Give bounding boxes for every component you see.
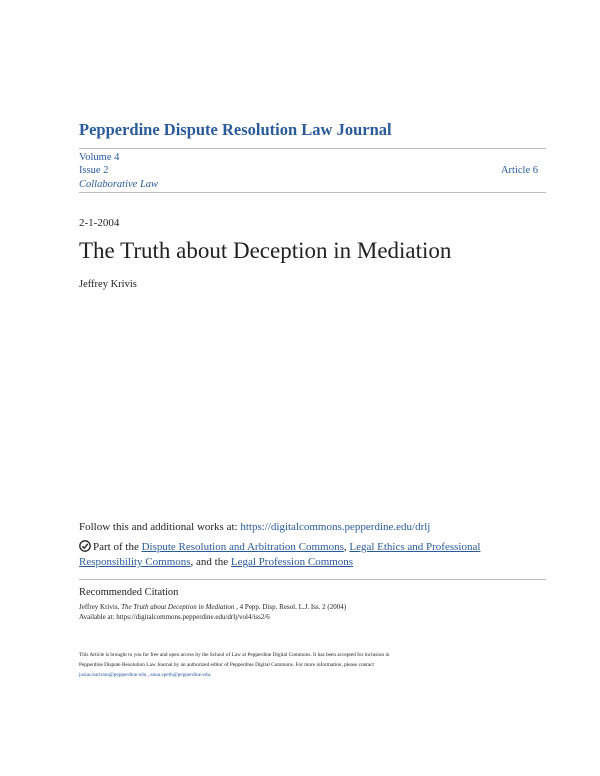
volume-link[interactable]: Volume 4 xyxy=(79,152,120,163)
header-divider-top xyxy=(79,148,546,149)
article-number-link[interactable]: Article 6 xyxy=(500,165,538,176)
collection-url-link[interactable]: https://digitalcommons.pepperdine.edu/drlj xyxy=(240,521,431,533)
recommended-citation xyxy=(79,602,539,622)
citation-divider xyxy=(79,579,546,580)
citation-available: Available at: https://digitalcommons.pepperdine.edu/drlj/vol4/iss2/6 xyxy=(79,613,270,621)
part-of-prefix: Part of the xyxy=(93,541,142,553)
journal-title-link[interactable]: Pepperdine Dispute Resolution Law Journal xyxy=(79,120,392,139)
commons-link-legal-ethics-cont[interactable]: Responsibility Commons xyxy=(79,556,191,568)
open-access-icon xyxy=(79,540,91,552)
follow-text: Follow this and additional works at: xyxy=(79,521,241,533)
article-title: The Truth about Deception in Mediation xyxy=(79,238,452,263)
follow-line xyxy=(79,521,430,533)
header-divider-bottom xyxy=(79,192,546,193)
notice-sep: , xyxy=(146,672,151,678)
notice-end: . xyxy=(210,672,212,678)
access-notice xyxy=(79,650,539,680)
part-of-sep1: , xyxy=(343,541,350,553)
commons-link-dispute-resolution[interactable]: Dispute Resolution and Arbitration Commons xyxy=(141,541,344,553)
contact-email-link-1[interactable]: josias.bartram@pepperdine.edu xyxy=(79,672,147,678)
notice-line2: Pepperdine Dispute Resolution Law Journal by an authorized editor of Pepperdine Digital Commons. For more information, please contact xyxy=(79,662,374,668)
issue-link[interactable]: Issue 2 xyxy=(79,165,109,176)
publication-date: 2-1-2004 xyxy=(79,217,120,229)
notice-line1: This Article is brought to you for free and open access by the School of Law at Pepperdine Digital Commons. It has been accepted for inclusion in xyxy=(79,652,390,658)
commons-link-legal-profession[interactable]: Legal Profession Commons xyxy=(230,556,354,568)
citation-rest: , 4 Pepp. Disp. Resol. L.J. Iss. 2 (2004) xyxy=(234,603,347,611)
part-of-sep2: , and the xyxy=(190,556,231,568)
part-of-commons xyxy=(79,540,519,570)
recommended-citation-heading: Recommended Citation xyxy=(79,587,179,598)
citation-title: The Truth about Deception in Mediation xyxy=(121,603,235,611)
article-author: Jeffrey Krivis xyxy=(79,279,137,290)
citation-author: Jeffrey Krivis, xyxy=(79,603,122,611)
contact-email-link-2[interactable]: anna.speth@pepperdine.edu xyxy=(150,672,211,678)
commons-link-legal-ethics[interactable]: Legal Ethics and Professional xyxy=(349,541,481,553)
section-link[interactable]: Collaborative Law xyxy=(79,179,159,190)
